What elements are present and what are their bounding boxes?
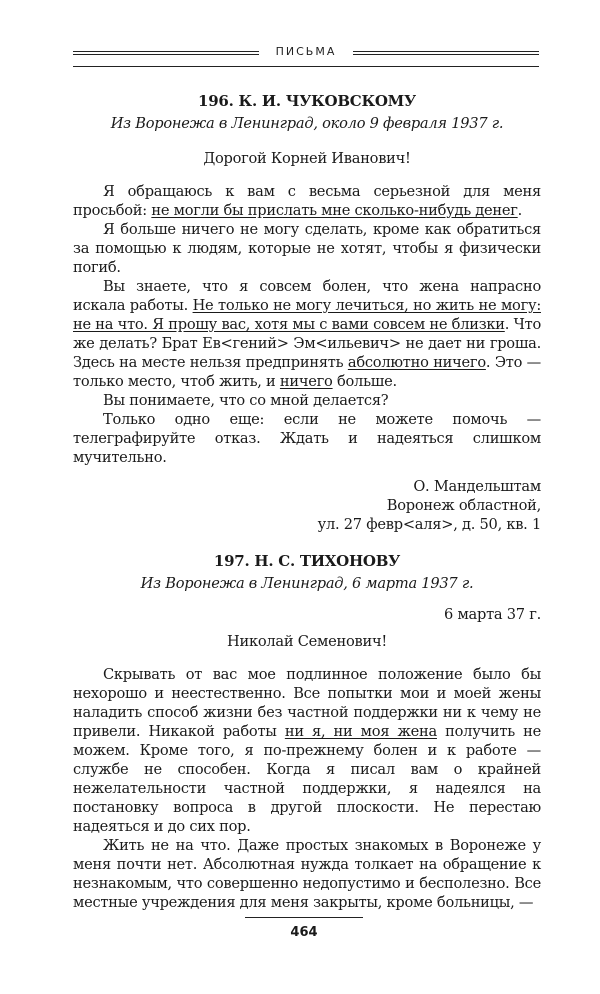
letter-197 — [73, 552, 541, 912]
header-rule — [73, 54, 259, 55]
paragraph: Я больше ничего не могу сделать, кроме как обратиться за помощью к людям, которые не хотят, чтобы я физически погиб. — [73, 221, 541, 276]
underlined-text: ничего — [279, 373, 333, 390]
footer-rule — [245, 917, 363, 918]
underlined-text: не могли бы прислать мне сколько-нибудь денег — [151, 202, 518, 219]
underlined-text: абсолютно ничего — [347, 354, 486, 371]
letter-heading: 197. Н. С. ТИХОНОВУ — [213, 552, 401, 570]
paragraph: Скрывать от вас мое подлинное положение было бы нехорошо и неестественно. Все попытки мои и моей жены наладить способ жизни без частной поддержки ни к чему не привели. Никакой работы ни я, ни моя жена получить не можем. Кроме того, я по-прежнему болен и к работе — службе не способен. Когда я писал вам о крайней нежелательности частной поддержки, я надеялся на постановку вопроса в другой плоскости. Не перестаю надеяться и до сих пор. — [73, 666, 541, 835]
signature-place: Воронеж областной, — [386, 497, 541, 514]
signature-name: О. Мандельштам — [413, 478, 541, 495]
paragraph: Жить не на что. Даже простых знакомых в Воронеже у меня почти нет. Абсолютная нужда толкает на обращение к незнакомым, что совершенно недопустимо и бесполезно. Все местные учреждения для меня закрыты, кроме больницы, — — [73, 837, 541, 911]
salutation: Николай Семенович! — [227, 633, 387, 650]
letter-subheading: Из Воронежа в Ленинград, около 9 февраля 1937 г. — [110, 115, 504, 132]
header-title: ПИСЬМА — [275, 45, 337, 58]
header-bottom-rule — [73, 66, 539, 67]
underlined-text: ни я, ни моя жена — [284, 723, 437, 740]
header-rule — [353, 51, 539, 52]
paragraph: Вы знаете, что я совсем болен, что жена напрасно искала работы. Не только не могу лечиться, но жить не могу: не на что. Я прошу вас, хотя мы с вами совсем не близки. Что же делать? Брат Ев<гений> Эм<ильевич> не дает ни гроша. Здесь на месте нельзя предпринять абсолютно ничего. Это — только место, чтоб жить, и ничего больше. — [73, 278, 542, 390]
paragraph: Я обращаюсь к вам с весьма серьезной для меня просьбой: не могли бы прислать мне сколько-нибудь денег. — [73, 183, 541, 219]
header-rule — [73, 51, 259, 52]
letter-heading: 196. К. И. ЧУКОВСКОМУ — [198, 92, 416, 110]
header-rule — [353, 54, 539, 55]
paragraph: Только одно еще: если не можете помочь — телеграфируйте отказ. Ждать и надеяться слишком мучительно. — [73, 411, 541, 466]
paragraph: Вы понимаете, что со мной делается? — [103, 392, 389, 409]
page-number: 464 — [290, 925, 318, 940]
letter-subheading: Из Воронежа в Ленинград, 6 марта 1937 г. — [140, 575, 474, 592]
letter-date: 6 марта 37 г. — [444, 606, 541, 623]
signature-address: ул. 27 февр<аля>, д. 50, кв. 1 — [317, 516, 541, 533]
letter-196 — [73, 92, 541, 534]
running-header — [73, 44, 539, 74]
salutation: Дорогой Корней Иванович! — [203, 150, 411, 167]
underlined-text: Не только не могу лечиться, но жить не могу: не на что. Я прошу вас, хотя мы с вами совсем не близки — [73, 297, 541, 333]
